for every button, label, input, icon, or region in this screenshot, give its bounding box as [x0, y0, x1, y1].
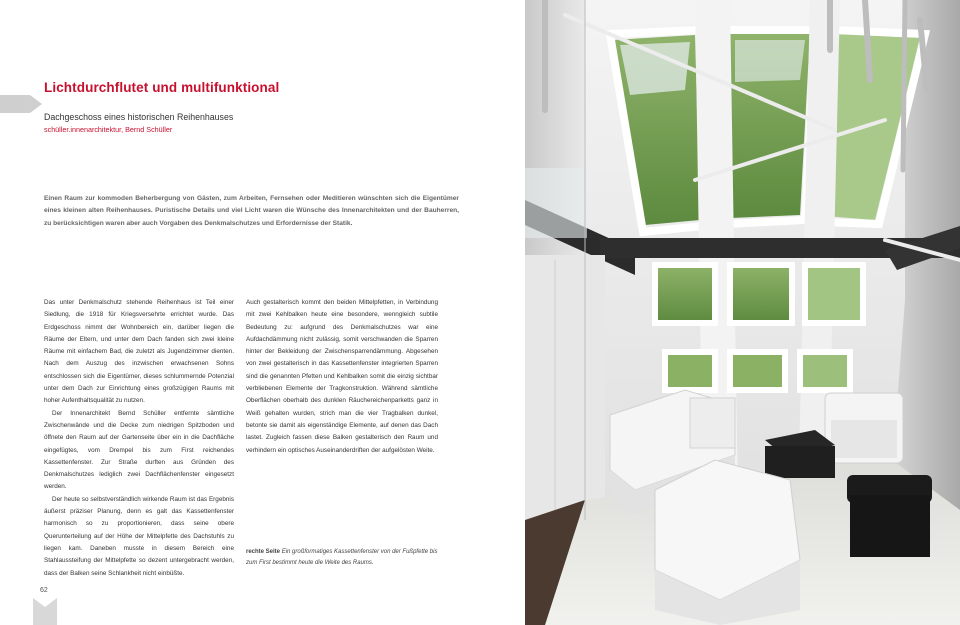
page-number: 62 — [40, 587, 48, 594]
body-paragraph: Der heute so selbstverständlich wirkende Raum ist das Ergebnis äußerst präziser Planung, denn es galt das Kassettenfenster harmonisch so zu proportionieren, dass seine obere Querunterteilung auf der Höhe der Mittelpfette des Dachstuhls zu liegen kam. Daneben musste in diesem Bereich eine Stahlaussteifung der Mittelpfette so dezent untergebracht werden, dass der Balken seine Schlankheit nicht einbüßte. — [44, 495, 234, 577]
photo-caption — [246, 547, 446, 569]
glass-railing — [525, 168, 587, 238]
body-column-1 — [44, 297, 234, 580]
article-credit: schüller.innenarchitektur, Bernd Schüller — [44, 125, 173, 134]
body-column-2 — [246, 297, 438, 457]
wall-cabinet — [525, 255, 605, 525]
article-intro: Einen Raum zur kommoden Beherbergung von Gästen, zum Arbeiten, Fernsehen oder Meditieren wünschten sich die Eigentümer eines kleinen alten Reihenhauses. Puristische Details und viel Licht waren die Wünsche des Innenarchitekten und der Bauherren, zu berücksichtigen waren aber auch Vorgaben des Denkmalschutzes und Erfordernisse der Statik. — [44, 195, 459, 227]
body-paragraph: Auch gestalterisch kommt den beiden Mittelpfetten, in Verbindung mit zwei Kehlbalken heute eine besondere, wenngleich subtile Bedeutung zu: aufgrund des Denkmalschutzes war eine Aufdachdämmung nicht zulässig, somit verschwanden die Sparren hinter der Bekleidung der Zwischensparrendämmung. Abgesehen von zwei gestalterisch in das Kassettenfenster integrierten Sparren sind die genannten Pfetten und Kehlbalken somit die einzig sichtbar verbliebenen Elemente der Tragkonstruktion. Während sämtliche Oberflächen oberhalb des dunklen Räuchereichenparketts ganz in Weiß gehalten wurden, strich man die vier Tragbalken dunkel, betonte sie damit als eigenständige Elemente, auf denen das Dach lastet. Zugleich fassen diese Balken gestalterisch den Raum und verhindern ein optisches Auseinanderdriften der aufgelösten Weite. — [246, 299, 438, 454]
page-marker-icon — [33, 598, 57, 625]
attic-room-photo — [525, 0, 960, 625]
attic-room-illustration — [525, 0, 960, 625]
article-title: Lichtdurchflutet und multifunktional — [44, 80, 280, 95]
body-paragraph: Das unter Denkmalschutz stehende Reihenhaus ist Teil einer Siedlung, die 1918 für Kriegsversehrte errichtet wurde. Das Erdgeschoss nimmt der Wohnbereich ein, darüber liegen die Räume der Eltern, und unter dem Dach fanden sich zwei kleine Räume mit einfachem Bad, die zuletzt als Jugendzimmer dienten. Nach dem Auszug des inzwischen erwachsenen Sohns entschlossen sich die Eigentümer, dieses schlummernde Potenzial unter dem Dach zur Einrichtung eines großzügigen Raums mit hoher Aufenthaltsqualität zu nutzen. — [44, 299, 234, 405]
chapter-arrow-tab — [0, 95, 42, 113]
caption-text: Ein großformatiges Kassettenfenster von der Fußpfette bis zum First bestimmt heute die Weite des Raums. — [246, 549, 438, 566]
body-paragraph: Der Innenarchitekt Bernd Schüller entfernte sämtliche Zwischenwände und die Decke zum niedrigen Spitzboden und öffnete den Raum auf der Gartenseite über ein in die Dachfläche eingefügtes, vom Drempel bis zum First reichendes Kassettenfenster. Zur Straße durften aus Gründen des Denkmalschutzes lediglich zwei Dachflächenfenster eingesetzt werden. — [44, 409, 234, 491]
white-armchair — [825, 393, 903, 463]
caption-lead: rechte Seite — [246, 549, 281, 555]
article-subtitle: Dachgeschoss eines historischen Reihenhauses — [44, 112, 234, 122]
white-armchair-front — [655, 460, 800, 625]
dark-ottoman — [847, 475, 932, 557]
